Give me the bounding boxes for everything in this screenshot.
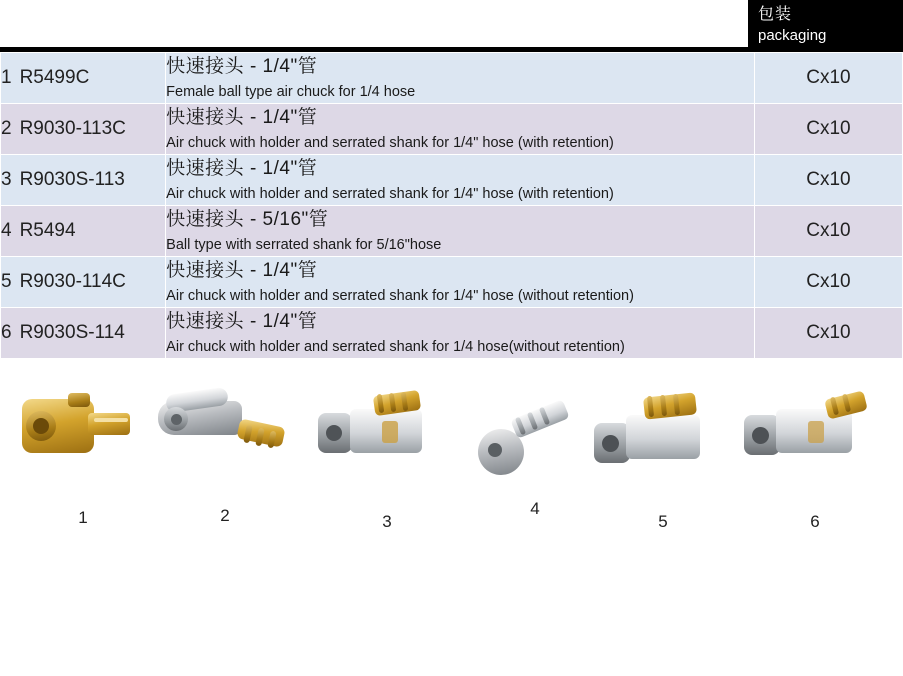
- row-number: 3: [1, 169, 12, 190]
- description-cn: 快速接头 - 1/4"管: [166, 107, 318, 128]
- product-code: R9030S-114: [19, 322, 125, 343]
- row-number: 1: [1, 67, 12, 88]
- description-en: Air chuck with holder and serrated shank for 1/4" hose (with retention): [166, 186, 614, 202]
- table-row: [1, 155, 903, 206]
- product-photo-5: [588, 389, 738, 494]
- product-image-2: [150, 377, 300, 526]
- product-photo-2: [150, 377, 300, 482]
- product-image-6: [740, 383, 890, 532]
- product-code: R5499C: [19, 67, 90, 88]
- product-code-cell: [1, 104, 166, 155]
- product-code-cell: [1, 53, 166, 104]
- packaging-cell: Cx10: [754, 155, 902, 206]
- packaging-header-label: [748, 0, 903, 52]
- product-description-cell: [166, 53, 755, 104]
- product-description-cell: [166, 308, 755, 359]
- product-caption-4: 4: [530, 499, 540, 518]
- description-cn: 快速接头 - 1/4"管: [166, 56, 318, 77]
- product-description-cell: [166, 104, 755, 155]
- product-code: R9030-113C: [19, 118, 126, 139]
- product-code-cell: [1, 155, 166, 206]
- table-row: [1, 53, 903, 104]
- product-photo-1: [8, 377, 158, 482]
- header-divider-rule: [0, 47, 903, 52]
- product-description-cell: [166, 155, 755, 206]
- product-photo-6: [740, 383, 890, 488]
- table-row: [1, 104, 903, 155]
- description-cn: 快速接头 - 5/16"管: [166, 209, 329, 230]
- table-row: [1, 308, 903, 359]
- description-en: Ball type with serrated shank for 5/16"hose: [166, 237, 442, 253]
- row-number: 4: [1, 220, 12, 241]
- product-description-cell: [166, 257, 755, 308]
- product-image-1: [8, 377, 158, 528]
- product-code-cell: [1, 206, 166, 257]
- product-caption-3: 3: [382, 512, 392, 531]
- description-cn: 快速接头 - 1/4"管: [166, 158, 318, 179]
- description-en: Air chuck with holder and serrated shank for 1/4" hose (with retention): [166, 135, 614, 151]
- product-photo-3: [312, 387, 462, 492]
- packaging-cell: Cx10: [754, 308, 902, 359]
- product-image-5: [588, 389, 738, 532]
- packaging-cell: Cx10: [754, 104, 902, 155]
- product-caption-5: 5: [658, 512, 668, 531]
- description-cn: 快速接头 - 1/4"管: [166, 311, 318, 332]
- product-code: R9030-114C: [19, 271, 126, 292]
- packaging-cell: Cx10: [754, 257, 902, 308]
- page-header: [0, 0, 903, 52]
- product-code-cell: [1, 308, 166, 359]
- product-caption-6: 6: [810, 512, 820, 531]
- product-code-cell: [1, 257, 166, 308]
- product-image-3: [312, 387, 462, 532]
- packaging-header-en: packaging: [758, 27, 827, 44]
- product-caption-1: 1: [78, 508, 88, 527]
- product-caption-2: 2: [220, 506, 230, 525]
- description-en: Air chuck with holder and serrated shank for 1/4 hose(without retention): [166, 339, 625, 355]
- product-code: R5494: [19, 220, 76, 241]
- table-row: [1, 257, 903, 308]
- row-number: 5: [1, 271, 12, 292]
- product-image-strip: [0, 359, 903, 539]
- product-description-cell: [166, 206, 755, 257]
- description-en: Female ball type air chuck for 1/4 hose: [166, 84, 416, 100]
- table-row: [1, 206, 903, 257]
- row-number: 6: [1, 322, 12, 343]
- row-number: 2: [1, 118, 12, 139]
- packaging-cell: Cx10: [754, 206, 902, 257]
- packaging-cell: Cx10: [754, 53, 902, 104]
- product-code: R9030S-113: [19, 169, 125, 190]
- packaging-header-cn: 包装: [758, 6, 793, 23]
- product-table: [0, 52, 903, 359]
- description-en: Air chuck with holder and serrated shank for 1/4" hose (without retention): [166, 288, 634, 304]
- description-cn: 快速接头 - 1/4"管: [166, 260, 318, 281]
